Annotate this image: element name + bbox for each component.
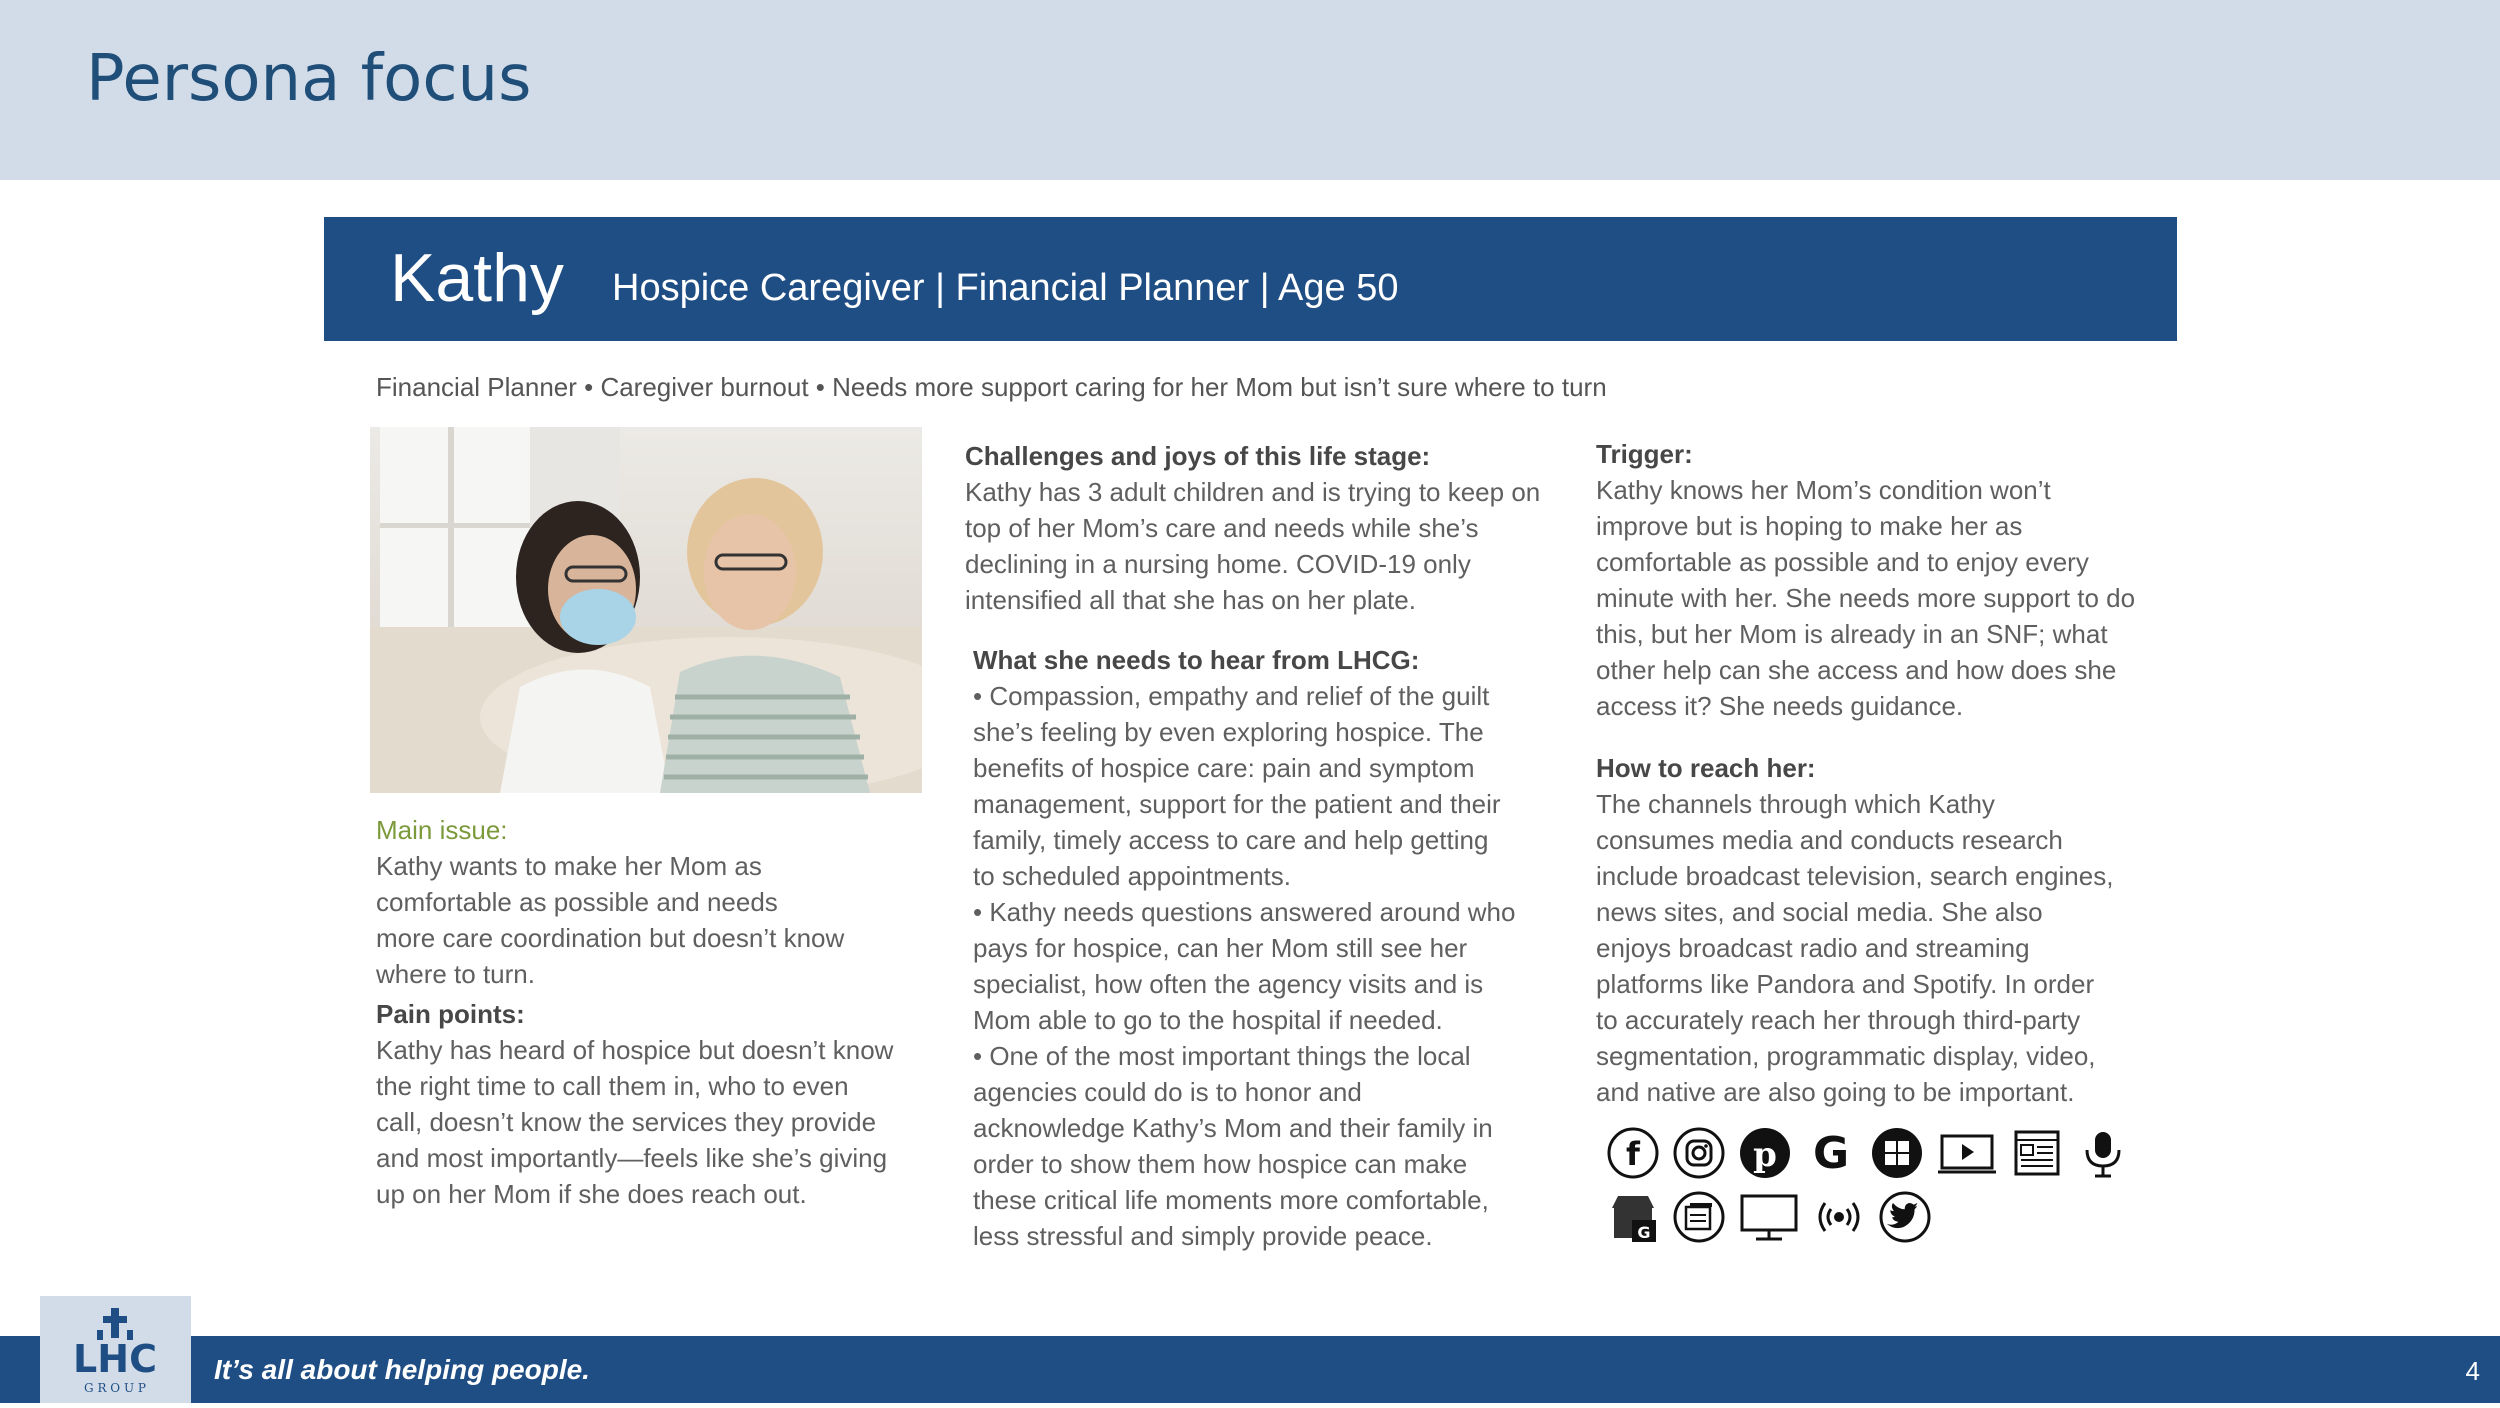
needs-line: pays for hospice, can her Mom still see her (973, 933, 1468, 963)
pain-points-line: the right time to call them in, who to even (376, 1071, 849, 1101)
trigger-heading: Trigger: (1596, 439, 1693, 469)
needs-line: these critical life moments more comfortable, (973, 1185, 1489, 1215)
trigger-line: this, but her Mom is already in an SNF; what (1596, 619, 2108, 649)
pain-points-line: call, doesn’t know the services they provide (376, 1107, 877, 1137)
needs-line: specialist, how often the agency visits and is (973, 969, 1484, 999)
needs-line: less stressful and simply provide peace. (973, 1221, 1433, 1251)
needs-line: • Compassion, empathy and relief of the guilt (973, 681, 1490, 711)
instagram-icon (1670, 1124, 1728, 1182)
left-column (376, 812, 936, 1212)
main-issue-line: more care coordination but doesn’t know (376, 923, 845, 953)
svg-text:p: p (1753, 1135, 1777, 1175)
trigger-line: comfortable as possible and to enjoy every (1596, 547, 2089, 577)
persona-header (324, 217, 2177, 341)
logo-subtext: G R O U P (84, 1381, 146, 1395)
slide-title: Persona focus (86, 42, 532, 116)
pain-points-line: and most importantly—feels like she’s giving (376, 1143, 888, 1173)
trigger-line: improve but is hoping to make her as (1596, 511, 2023, 541)
pinterest-icon (1736, 1124, 1794, 1182)
challenges-line: top of her Mom’s care and needs while she’s (965, 513, 1479, 543)
needs-line: • One of the most important things the local (973, 1041, 1471, 1071)
native-ad-icon (1670, 1188, 1728, 1246)
needs-line: to scheduled appointments. (973, 861, 1291, 891)
needs-line: • Kathy needs questions answered around who (973, 897, 1516, 927)
needs-line: order to show them how hospice can make (973, 1149, 1468, 1179)
persona-role: Hospice Caregiver | Financial Planner | Age 50 (612, 267, 1399, 309)
reach-line: segmentation, programmatic display, video, (1596, 1041, 2096, 1071)
persona-name: Kathy (390, 240, 564, 316)
footer-tagline: It’s all about helping people. (214, 1354, 590, 1385)
pain-points-line: Kathy has heard of hospice but doesn’t know (376, 1035, 894, 1065)
news-site-icon (2008, 1124, 2066, 1182)
windows-store-icon (1868, 1124, 1926, 1182)
right-column (1596, 436, 2176, 1110)
needs-line: agencies could do is to honor and (973, 1077, 1362, 1107)
challenges-line: Kathy has 3 adult children and is trying to keep on (965, 477, 1541, 507)
reach-line: and native are also going to be important. (1596, 1077, 2075, 1107)
needs-to-hear-heading: What she needs to hear from LHCG: (973, 645, 1420, 675)
google-my-business-icon (1604, 1188, 1662, 1246)
reach-line: news sites, and social media. She also (1596, 897, 2043, 927)
needs-line: management, support for the patient and their (973, 789, 1501, 819)
persona-summary: Financial Planner • Caregiver burnout • Needs more support caring for her Mom but isn’t sure where to turn (376, 372, 1607, 402)
needs-line: Mom able to go to the hospital if needed. (973, 1005, 1443, 1035)
trigger-line: other help can she access and how does she (1596, 655, 2117, 685)
trigger-line: Kathy knows her Mom’s condition won’t (1596, 475, 2051, 505)
reach-line: enjoys broadcast radio and streaming (1596, 933, 2030, 963)
broadcast-radio-icon (1810, 1188, 1868, 1246)
needs-line: she’s feeling by even exploring hospice. The (973, 717, 1484, 747)
podcast-microphone-icon (2074, 1124, 2132, 1182)
lhc-group-logo (40, 1296, 191, 1403)
reach-line: platforms like Pandora and Spotify. In order (1596, 969, 2095, 999)
pain-points-line: up on her Mom if she does reach out. (376, 1179, 807, 1209)
needs-to-hear-block (965, 642, 1565, 1254)
needs-line: family, timely access to care and help getting (973, 825, 1489, 855)
desktop-display-icon (1736, 1188, 1802, 1246)
svg-text:G: G (1637, 1223, 1651, 1242)
reach-line: consumes media and conducts research (1596, 825, 2063, 855)
facebook-icon (1604, 1124, 1662, 1182)
main-issue-line: Kathy wants to make her Mom as (376, 851, 762, 881)
challenges-line: declining in a nursing home. COVID-19 only (965, 549, 1471, 579)
svg-text:G: G (1812, 1128, 1850, 1179)
google-icon (1802, 1124, 1860, 1182)
logo-wordmark: LHC (73, 1337, 157, 1381)
reach-line: include broadcast television, search engines, (1596, 861, 2114, 891)
needs-line: acknowledge Kathy’s Mom and their family in (973, 1113, 1493, 1143)
reach-line: The channels through which Kathy (1596, 789, 1995, 819)
main-issue-line: comfortable as possible and needs (376, 887, 778, 917)
reach-line: to accurately reach her through third-party (1596, 1005, 2081, 1035)
spacer (1596, 724, 2176, 750)
how-to-reach-heading: How to reach her: (1596, 753, 1816, 783)
persona-photo (370, 427, 922, 793)
main-issue-heading: Main issue: (376, 815, 508, 845)
channel-icons (1604, 1124, 2164, 1252)
needs-line: benefits of hospice care: pain and symptom (973, 753, 1475, 783)
channel-icons-row (1604, 1188, 2164, 1246)
video-player-icon (1934, 1124, 2000, 1182)
twitter-icon (1876, 1188, 1934, 1246)
pain-points-heading: Pain points: (376, 999, 525, 1029)
svg-text:f: f (1626, 1135, 1640, 1173)
page-number: 4 (2465, 1356, 2480, 1386)
channel-icons-row (1604, 1124, 2164, 1182)
middle-column (965, 438, 1565, 1254)
trigger-line: minute with her. She needs more support to do (1596, 583, 2136, 613)
challenges-line: intensified all that she has on her plate. (965, 585, 1416, 615)
trigger-line: access it? She needs guidance. (1596, 691, 1964, 721)
challenges-heading: Challenges and joys of this life stage: (965, 441, 1431, 471)
main-issue-line: where to turn. (376, 959, 535, 989)
